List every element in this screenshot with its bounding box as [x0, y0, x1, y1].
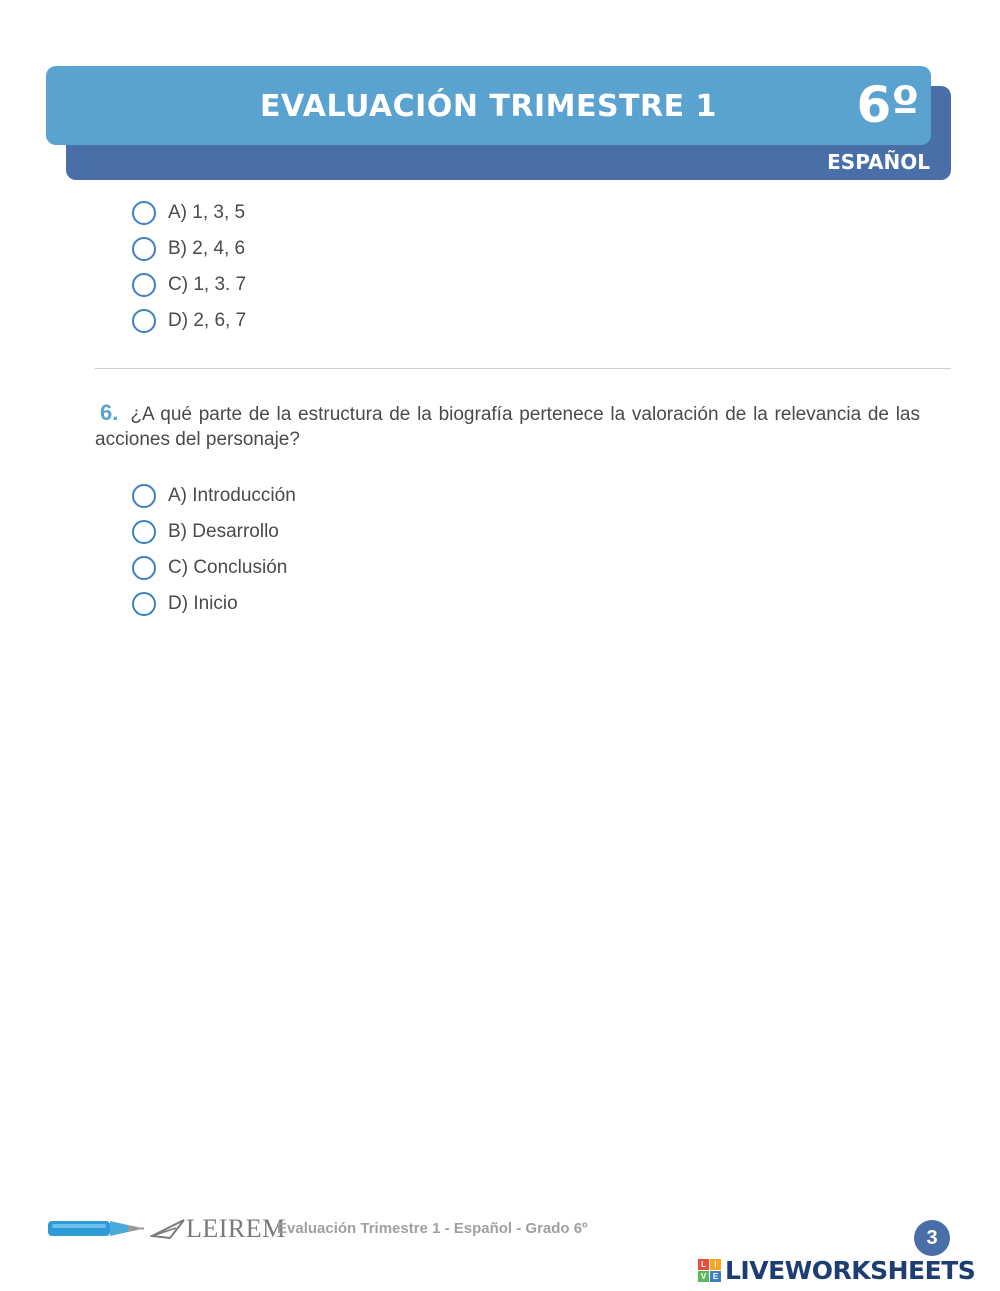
question-number: 6.	[100, 400, 119, 425]
radio-button[interactable]	[132, 201, 156, 225]
question-6-options	[132, 478, 296, 622]
radio-button[interactable]	[132, 520, 156, 544]
question-text: ¿A qué parte de la estructura de la biografía pertenece la valoración de la relevancia de las acciones del personaje?	[95, 404, 920, 450]
radio-button[interactable]	[132, 592, 156, 616]
subject-label: ESPAÑOL	[827, 150, 930, 174]
option-label: D) 2, 6, 7	[168, 310, 247, 331]
option-label: A) 1, 3, 5	[168, 202, 246, 223]
radio-button[interactable]	[132, 484, 156, 508]
option-b[interactable]	[132, 514, 296, 550]
liveworksheets-brand	[698, 1254, 975, 1286]
brand-icon	[698, 1259, 721, 1282]
question-6	[95, 400, 920, 452]
page-number: 3	[914, 1220, 950, 1256]
grade-badge: 6º	[856, 76, 920, 134]
prev-question-options	[132, 195, 246, 339]
radio-button[interactable]	[132, 273, 156, 297]
option-label: B) Desarrollo	[168, 521, 279, 542]
option-label: C) Conclusión	[168, 557, 288, 578]
option-b[interactable]	[132, 231, 246, 267]
option-label: A) Introducción	[168, 485, 296, 506]
radio-button[interactable]	[132, 556, 156, 580]
section-divider	[95, 368, 951, 369]
footer-caption: Evaluación Trimestre 1 - Español - Grado 6º	[277, 1220, 588, 1237]
marker-pen-icon	[46, 1216, 146, 1247]
option-d[interactable]	[132, 586, 296, 622]
paper-plane-icon	[150, 1218, 186, 1240]
brand-letter: L	[698, 1259, 709, 1270]
brand-letter: I	[710, 1259, 721, 1270]
radio-button[interactable]	[132, 237, 156, 261]
brand-letter: V	[698, 1271, 709, 1282]
option-d[interactable]	[132, 303, 246, 339]
publisher-name: LEIREM	[186, 1214, 286, 1243]
radio-button[interactable]	[132, 309, 156, 333]
brand-letter: E	[710, 1271, 721, 1282]
option-label: B) 2, 4, 6	[168, 238, 246, 259]
option-c[interactable]	[132, 267, 246, 303]
option-a[interactable]	[132, 195, 246, 231]
option-a[interactable]	[132, 478, 296, 514]
page-title: EVALUACIÓN TRIMESTRE 1	[260, 89, 717, 124]
option-label: C) 1, 3. 7	[168, 274, 247, 295]
publisher-logo	[150, 1214, 286, 1244]
brand-name: LIVEWORKSHEETS	[725, 1255, 976, 1285]
option-c[interactable]	[132, 550, 296, 586]
option-label: D) Inicio	[168, 593, 238, 614]
